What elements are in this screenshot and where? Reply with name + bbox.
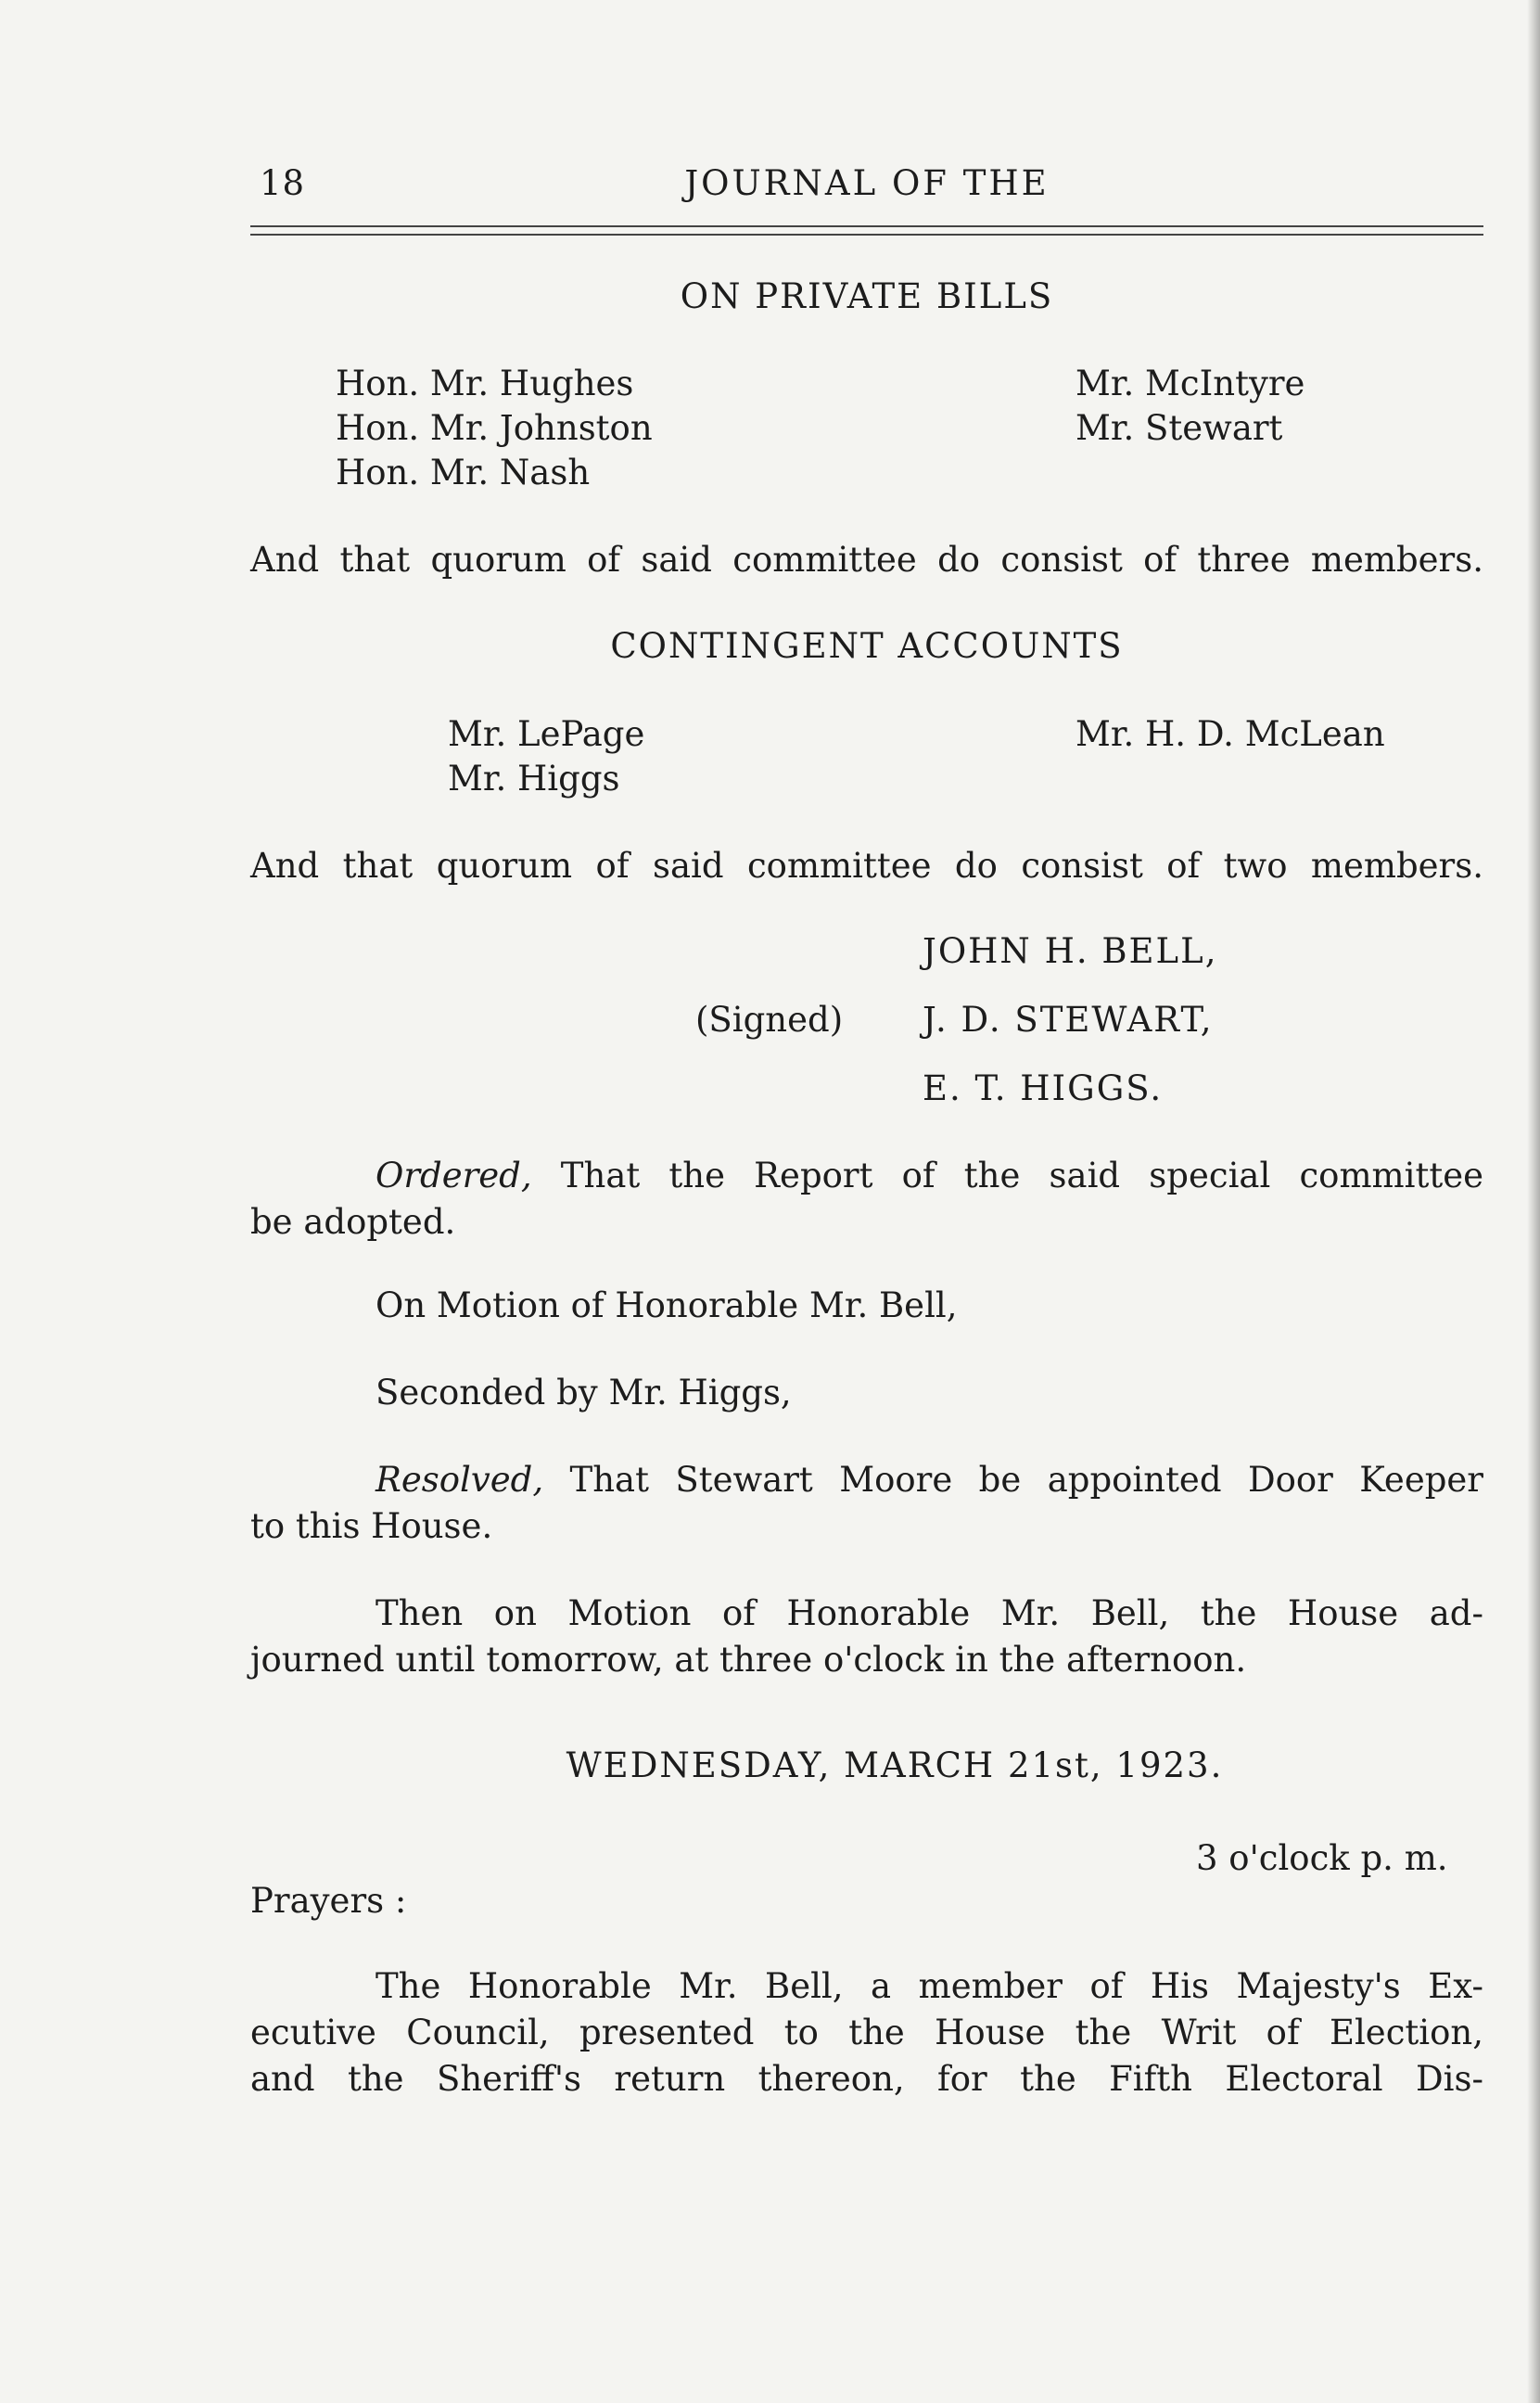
header-rule-bottom	[250, 234, 1483, 236]
adjournment-line-1: Then on Motion of Honorable Mr. Bell, the House ad-	[375, 1593, 1483, 1633]
contingent-accounts-member: Mr. Higgs	[448, 759, 620, 799]
private-bills-heading: ON PRIVATE BILLS	[680, 276, 1054, 316]
private-bills-member: Mr. Stewart	[1075, 408, 1283, 448]
page-number: 18	[260, 163, 306, 203]
ordered-text: That the Report of the said special committee	[531, 1156, 1483, 1195]
private-bills-member: Mr. McIntyre	[1075, 364, 1305, 403]
signatory-name: JOHN H. BELL,	[923, 931, 1218, 971]
seconded-line: Seconded by Mr. Higgs,	[375, 1373, 792, 1412]
private-bills-quorum: And that quorum of said committee do consist of three members.	[250, 540, 1483, 580]
prayers-label: Prayers :	[250, 1881, 407, 1921]
resolved-line-1	[375, 1458, 1483, 1502]
ordered-keyword: Ordered,	[375, 1156, 532, 1195]
contingent-accounts-quorum: And that quorum of said committee do consist of two members.	[250, 846, 1483, 886]
session-time: 3 o'clock p. m.	[1196, 1838, 1448, 1878]
signatory-name: J. D. STEWART,	[923, 1000, 1214, 1040]
final-paragraph-line-1: The Honorable Mr. Bell, a member of His Majesty's Ex-	[375, 1966, 1483, 2006]
page-header	[250, 158, 1483, 213]
final-paragraph-line-3: and the Sheriff's return thereon, for the Fifth Electoral Dis-	[250, 2059, 1483, 2099]
ordered-line-2: be adopted.	[250, 1202, 456, 1242]
signed-label: (Signed)	[695, 1000, 844, 1040]
resolved-line-2: to this House.	[250, 1506, 493, 1546]
final-paragraph-line-2: ecutive Council, presented to the House the Writ of Election,	[250, 2013, 1483, 2052]
date-heading: WEDNESDAY, MARCH 21st, 1923.	[566, 1745, 1224, 1785]
header-rule-top	[250, 225, 1483, 227]
ordered-line-1	[375, 1154, 1483, 1198]
private-bills-member: Hon. Mr. Johnston	[336, 408, 653, 448]
contingent-accounts-member: Mr. H. D. McLean	[1075, 714, 1385, 754]
adjournment-line-2: journed until tomorrow, at three o'clock in the afternoon.	[250, 1640, 1247, 1680]
private-bills-member: Hon. Mr. Hughes	[336, 364, 634, 403]
signatory-name: E. T. HIGGS.	[923, 1068, 1164, 1108]
running-title: JOURNAL OF THE	[684, 163, 1050, 203]
contingent-accounts-member: Mr. LePage	[448, 714, 645, 754]
contingent-accounts-heading: CONTINGENT ACCOUNTS	[610, 626, 1124, 666]
resolved-keyword: Resolved,	[375, 1460, 544, 1500]
page-edge-shadow	[1527, 0, 1540, 2403]
private-bills-member: Hon. Mr. Nash	[336, 453, 591, 492]
motion-line: On Motion of Honorable Mr. Bell,	[375, 1285, 958, 1325]
resolved-text: That Stewart Moore be appointed Door Keeper	[543, 1460, 1483, 1500]
